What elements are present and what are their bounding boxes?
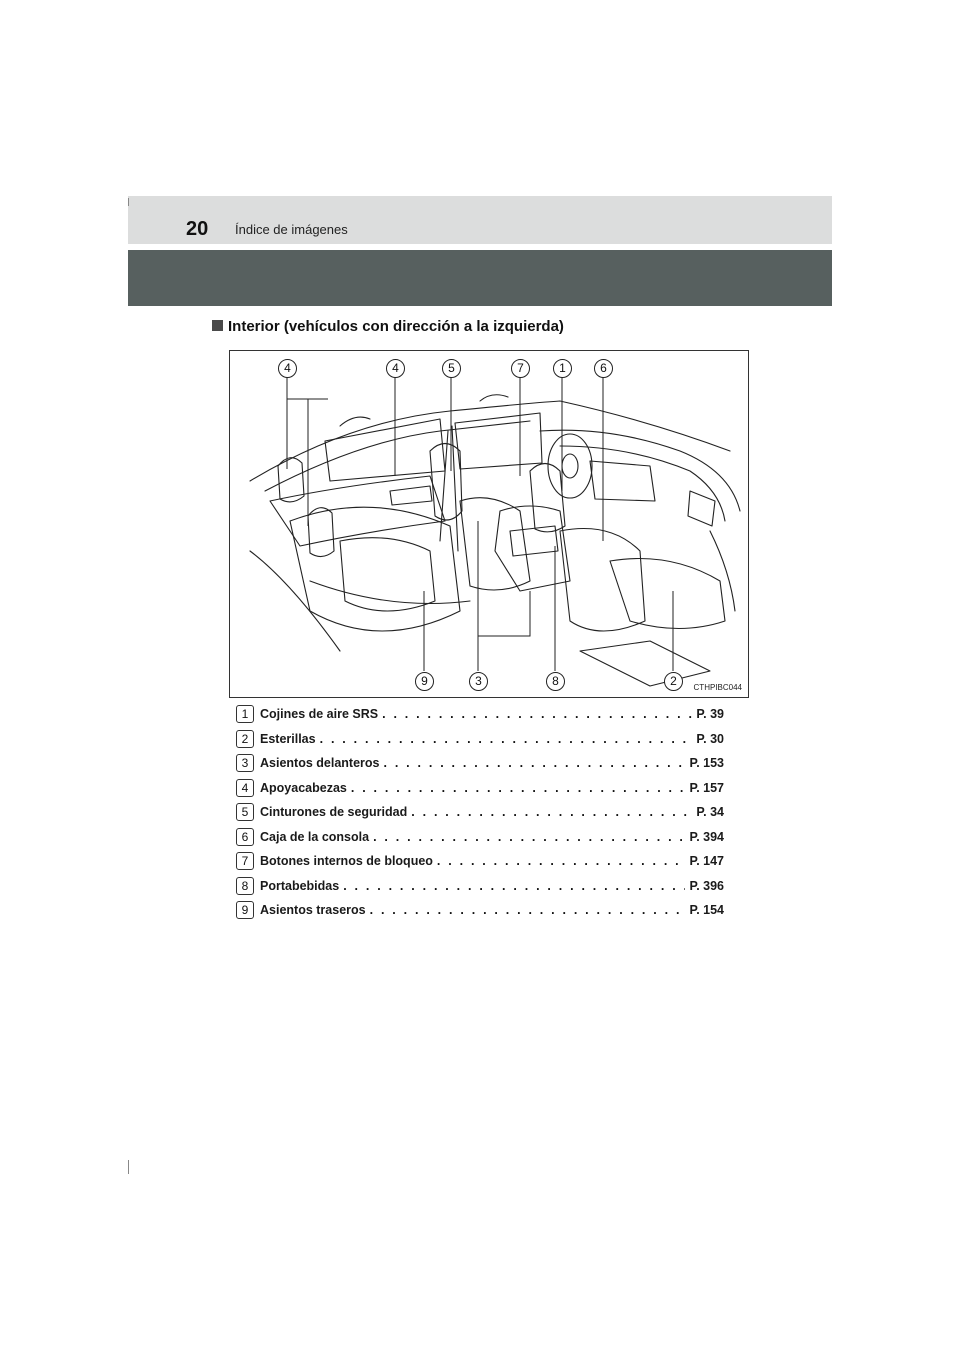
item-label: Esterillas	[260, 731, 316, 746]
leader-dots	[437, 854, 686, 868]
page-reference[interactable]: P. 153	[689, 756, 724, 771]
leader-dots	[411, 805, 692, 819]
item-number: 7	[236, 852, 254, 870]
callout-rear-seats: 9	[415, 672, 434, 691]
item-label: Portabebidas	[260, 878, 340, 893]
leader-dots	[382, 707, 692, 721]
list-item[interactable]	[236, 727, 724, 752]
leader-dots	[370, 903, 686, 917]
item-label: Cinturones de seguridad	[260, 805, 408, 820]
index-list	[236, 702, 724, 923]
callout-front-seats: 3	[469, 672, 488, 691]
item-number: 3	[236, 754, 254, 772]
callout-headrest: 4	[386, 359, 405, 378]
margin-mark	[128, 198, 129, 206]
section-title: Índice de imágenes	[235, 222, 348, 237]
interior-illustration	[229, 350, 749, 698]
page-reference[interactable]: P. 157	[689, 780, 724, 795]
list-item[interactable]	[236, 702, 724, 727]
figure-code: CTHPIBC044	[693, 683, 742, 692]
section-heading	[212, 318, 564, 335]
callout-console-box: 6	[594, 359, 613, 378]
item-number: 1	[236, 705, 254, 723]
callout-lock-button: 7	[511, 359, 530, 378]
header-band	[128, 196, 832, 244]
page-reference[interactable]: P. 39	[696, 707, 724, 722]
page-reference[interactable]: P. 34	[696, 805, 724, 820]
callout-cup-holders: 8	[546, 672, 565, 691]
page-reference[interactable]: P. 30	[696, 731, 724, 746]
list-item[interactable]	[236, 825, 724, 850]
item-number: 8	[236, 877, 254, 895]
list-item[interactable]	[236, 874, 724, 899]
heading-text: Interior (vehículos con dirección a la izquierda)	[228, 318, 564, 335]
item-number: 5	[236, 803, 254, 821]
page-reference[interactable]: P. 147	[689, 854, 724, 869]
list-item[interactable]	[236, 800, 724, 825]
item-label: Asientos delanteros	[260, 756, 380, 771]
page-reference[interactable]: P. 154	[689, 903, 724, 918]
page-number: 20	[186, 218, 209, 240]
callout-floor-mats: 2	[664, 672, 683, 691]
item-label: Cojines de aire SRS	[260, 707, 379, 722]
list-item[interactable]	[236, 898, 724, 923]
list-item[interactable]	[236, 849, 724, 874]
page-reference[interactable]: P. 394	[689, 829, 724, 844]
callout-seat-belt: 5	[442, 359, 461, 378]
leader-dots	[373, 830, 685, 844]
item-label: Caja de la consola	[260, 829, 370, 844]
leader-dots	[320, 732, 693, 746]
leader-dots	[343, 879, 685, 893]
callout-airbag: 1	[553, 359, 572, 378]
item-number: 4	[236, 779, 254, 797]
item-label: Botones internos de bloqueo	[260, 854, 433, 869]
item-label: Asientos traseros	[260, 903, 366, 918]
car-interior-drawing	[230, 351, 750, 699]
section-banner	[128, 250, 832, 306]
heading-square-icon	[212, 320, 223, 331]
list-item[interactable]	[236, 751, 724, 776]
item-number: 6	[236, 828, 254, 846]
item-number: 2	[236, 730, 254, 748]
list-item[interactable]	[236, 776, 724, 801]
item-label: Apoyacabezas	[260, 780, 347, 795]
margin-mark	[128, 1160, 129, 1174]
leader-dots	[351, 781, 686, 795]
page-reference[interactable]: P. 396	[689, 878, 724, 893]
callout-headrest: 4	[278, 359, 297, 378]
item-number: 9	[236, 901, 254, 919]
leader-dots	[383, 756, 685, 770]
